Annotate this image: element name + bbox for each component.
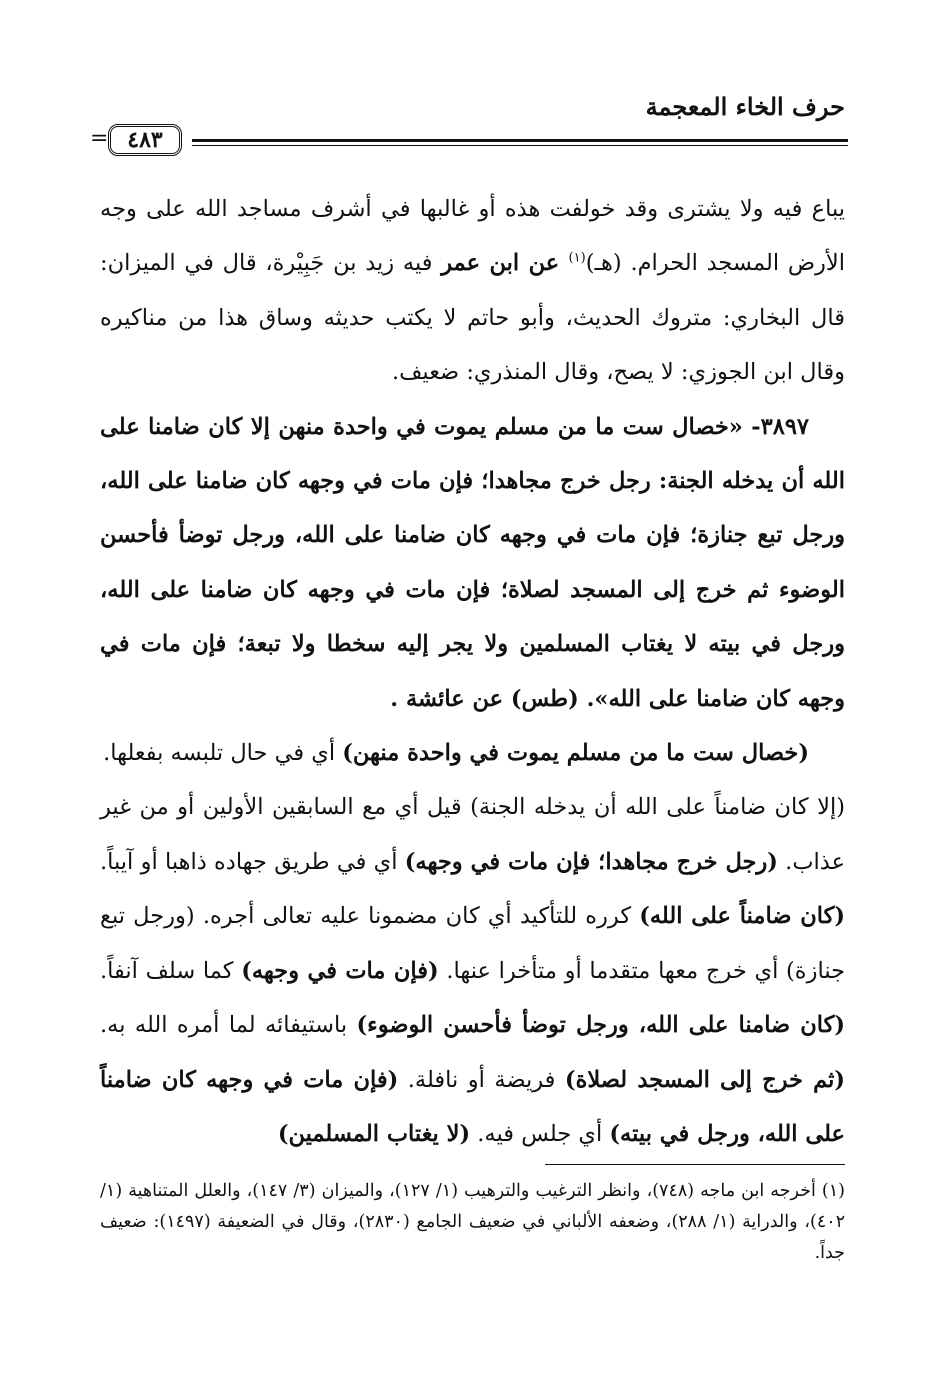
quoted-phrase: (خصال ست ما من مسلم يموت في واحدة منهن) — [342, 740, 809, 767]
quoted-phrase: (رجل خرج مجاهدا؛ فإن مات في وجهه) — [404, 848, 778, 875]
quoted-phrase: (كان ضامنا على الله، ورجل توضأ فأحسن الوضوء) — [356, 1012, 845, 1039]
header-rule-thin — [192, 145, 848, 146]
quoted-phrase: (كان ضامناً على الله) — [639, 903, 846, 930]
footnote-ref: (١) — [568, 250, 586, 266]
text-run: كما سلف آنفاً. — [100, 957, 242, 984]
page-number: ٤٨٣ — [108, 124, 182, 156]
text-run: أي في طريق جهاده ذاهبا أو آيباً. — [100, 848, 405, 875]
text-run: يباع فيه ولا يشترى وقد خولفت هذه أو غالبها في أشرف مساجد الله على وجه الأرض المسجد الحرام. (هـ) — [100, 196, 845, 277]
text-run: كرره للتأكيد أي كان مضمونا عليه تعالى أجره. — [194, 903, 640, 930]
quoted-phrase: (فإن مات في وجهه كان ضامناً على الله، ورجل في بيته) — [100, 1066, 845, 1147]
footnotes — [100, 1176, 845, 1269]
text-run: فيه زيد بن جَبِيْرة، قال في الميزان: قال البخاري: متروك الحديث، وأبو حاتم لا يكتب حديثه وساق هذا من مناكيره وقال ابن الجوزي: لا يصح، وقال المنذري: ضعيف. — [100, 250, 845, 386]
footnote-separator — [545, 1164, 845, 1165]
paragraph-commentary-continued — [100, 780, 845, 1161]
text-run: فريضة أو نافلة. — [398, 1066, 565, 1093]
text-run: (ورجل تبع جنازة) أي خرج معها متقدما أو متأخرا عنها. — [100, 903, 846, 984]
running-head: حرف الخاء المعجمة — [645, 92, 845, 121]
text-run: أي جلس فيه. — [470, 1120, 610, 1147]
header-rule-thick — [192, 139, 848, 142]
quoted-phrase: (ثم خرج إلى المسجد لصلاة) — [564, 1066, 845, 1093]
main-text — [100, 182, 845, 1161]
text-run-bold: عن ابن عمر — [441, 250, 569, 277]
text-run: أي في حال تلبسه بفعلها. — [103, 740, 343, 767]
quoted-phrase: (فإن مات في وجهه) — [241, 957, 439, 984]
paragraph-commentary — [100, 726, 845, 780]
rule-end-mark: = — [90, 126, 109, 151]
text-run: باستيفائه لما أمره الله به. — [100, 1012, 357, 1039]
header-rule — [88, 124, 848, 160]
text-run: (إلا كان ضامناً على الله أن يدخله الجنة) قيل أي مع السابقين الأولين أو من غير عذاب. — [100, 794, 845, 875]
footnote-1: (١) أخرجه ابن ماجه (٧٤٨)، وانظر الترغيب والترهيب (١/ ١٢٧)، والميزان (٣/ ١٤٧)، والعلل المتناهية (١/ ٤٠٢)، والدراية (١/ ٢٨٨)، وضعفه الألباني في ضعيف الجامع (٢٨٣٠)، وقال في الضعيفة (١٤٩٧): ضعيف جداً. — [100, 1181, 846, 1263]
paragraph-previous-commentary — [100, 182, 845, 400]
hadith-3897: ٣٨٩٧- «خصال ست ما من مسلم يموت في واحدة منهن إلا كان ضامنا على الله أن يدخله الجنة: رجل خرج مجاهدا؛ فإن مات في وجهه كان ضامنا على الله، ورجل تبع جنازة؛ فإن مات في وجهه كان ضامنا على الله، ورجل توضأ فأحسن الوضوء ثم خرج إلى المسجد لصلاة؛ فإن مات في وجهه كان ضامنا على الله، ورجل في بيته لا يغتاب المسلمين ولا يجر إليه سخطا ولا تبعة؛ فإن مات في وجهه كان ضامنا على الله». (طس) عن عائشة . — [100, 413, 845, 712]
quoted-phrase: (لا يغتاب المسلمين) — [277, 1120, 471, 1147]
